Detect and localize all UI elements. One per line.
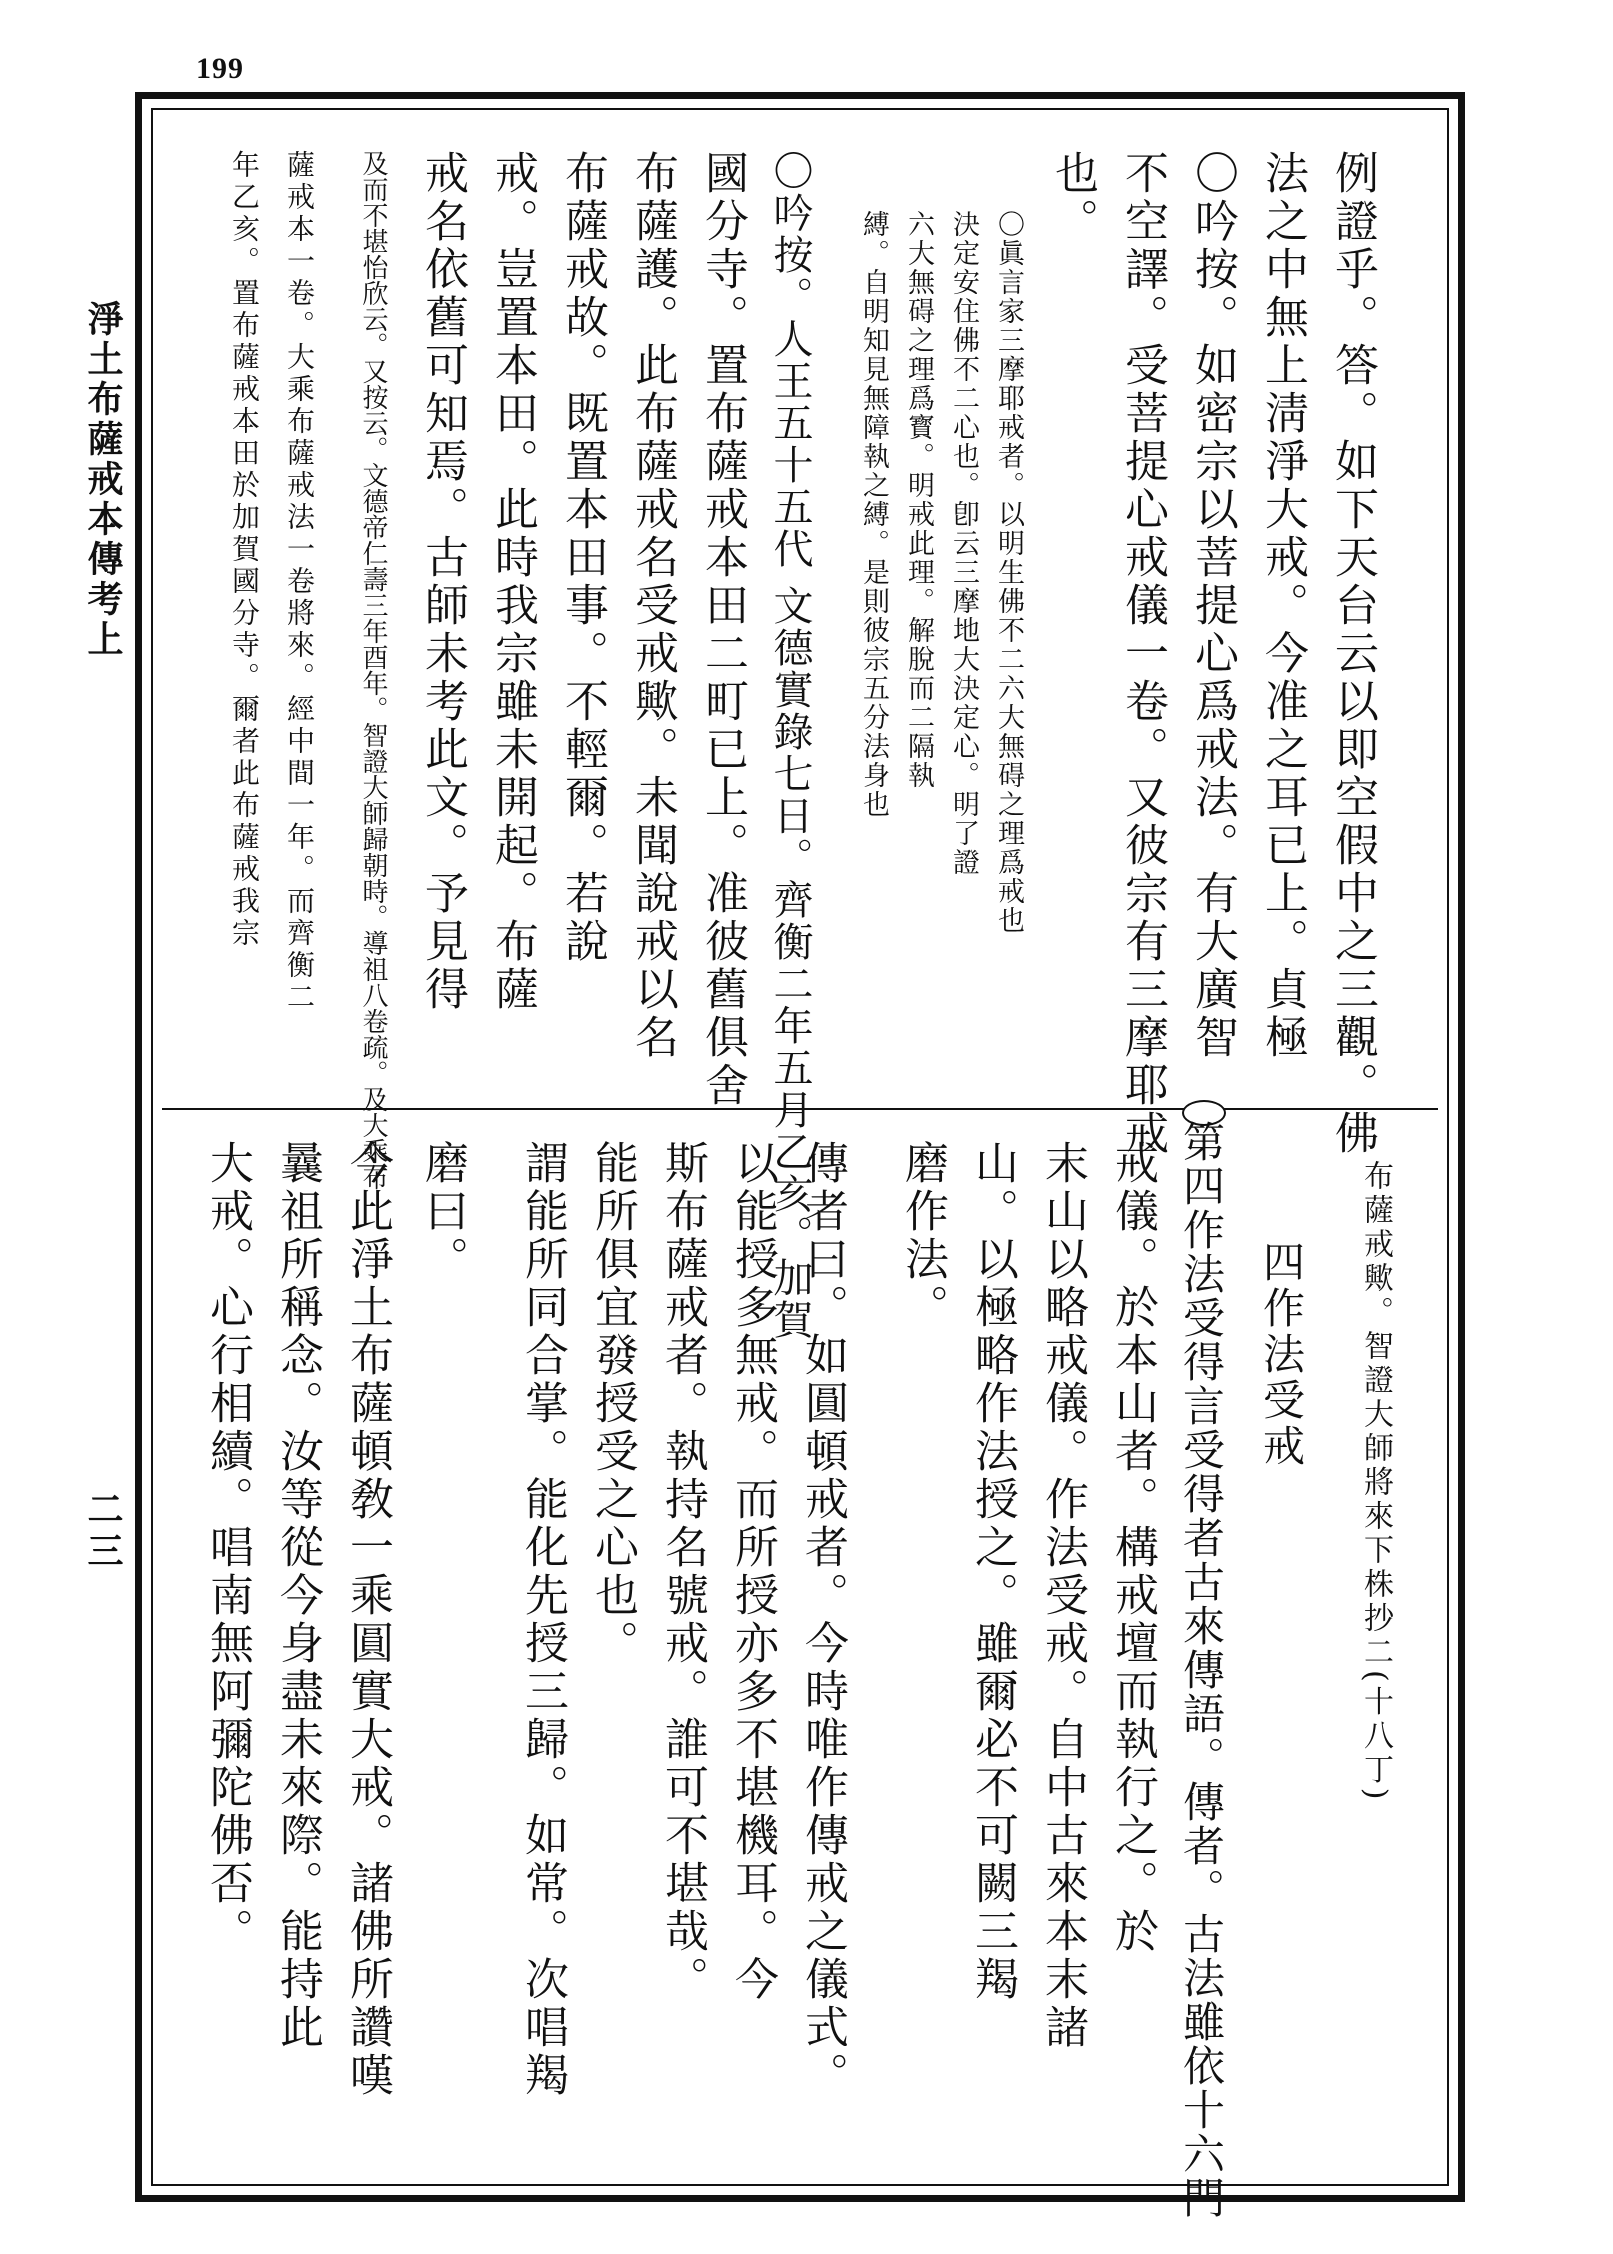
upper-column-9: 布薩戒故。既置本田事。不輕爾。若說 [557, 150, 608, 966]
upper-column-8: 布薩護。此布薩戒名受戒歟。未聞說戒以名 [627, 150, 678, 1062]
lower-column-13: 曩祖所稱念。汝等從今身盡未來際。能持此 [272, 1140, 323, 2052]
lower-column-2: 戒儀。於本山者。構戒壇而執行之。於 [1107, 1140, 1158, 1956]
lower-column-9: 能所俱宜發授受之心也。 [587, 1140, 638, 1668]
upper-note-1: 〇眞言家三摩耶戒者。以明生佛不二六大無碍之理爲戒也 [993, 210, 1024, 935]
lower-column-4: 山。以極略作法授之。雖爾必不可闕三羯 [967, 1140, 1018, 2004]
upper-column-1: 例證乎。答。如下天台云以即空假中之三觀。佛 [1327, 150, 1378, 1158]
upper-column-7: 國分寺。置布薩戒本田二町已上。准彼舊俱舍 [697, 150, 748, 1110]
lower-column-12: 今此淨土布薩頓敎一乘圓實大戒。諸佛所讚嘆 [342, 1140, 393, 2100]
lower-column-6: 傳者曰。如圓頓戒者。今時唯作傳戒之儀式。 [797, 1140, 848, 2100]
lower-column-8: 斯布薩戒者。執持名號戒。誰可不堪哉。 [657, 1140, 708, 2004]
upper-column-6: 〇吟按。人王五十五代 文德實錄七日。齊衡二年五月乙亥。加賀 [767, 150, 813, 1341]
lower-column-1: 第四作法受得言受得者古來傳語。傳者。古法雖依十六門 [1177, 1120, 1226, 2220]
lower-column-14: 大戒。心行相續。唱南無阿彌陀佛否。 [202, 1140, 253, 1956]
upper-column-13: 薩戒本一卷。大乘布薩戒法一卷將來。經中間一年。而齊衡二 [283, 150, 316, 1014]
upper-column-12: 及而不堪怡欣云。又按云。文德帝仁壽三年酉年。智證大師歸朝時。導祖八卷疏。及大乘布 [358, 150, 388, 1190]
upper-column-3: 〇吟按。如密宗以菩提心爲戒法。有大廣智 [1187, 150, 1238, 1062]
upper-column-2: 法之中無上淸淨大戒。今准之耳已上。貞極 [1257, 150, 1308, 1062]
upper-note-2: 決定安住佛不二心也。卽云三摩地大決定心。明了證 [948, 210, 979, 877]
lower-heading: 四作法受戒 [1257, 1240, 1306, 1470]
upper-column-14: 年乙亥。置布薩戒本田於加賀國分寺。爾者此布薩戒我宗 [228, 150, 261, 950]
upper-column-10: 戒。豈置本田。此時我宗雖未開起。布薩 [487, 150, 538, 1014]
lower-column-3: 末山以略戒儀。作法受戒。自中古來本末諸 [1037, 1140, 1088, 2052]
page-number: 199 [196, 52, 244, 85]
upper-column-5: 也。 [1047, 150, 1098, 246]
lower-column-7: 以能授多無戒。而所授亦多不堪機耳。今 [727, 1140, 778, 2004]
upper-note-4: 縛。自明知見無障執之縛。是則彼宗五分法身也 [858, 210, 889, 819]
upper-column-4: 不空譯。受菩提心戒儀一卷。又彼宗有三摩耶戒 [1117, 150, 1168, 1158]
upper-note-3: 六大無碍之理爲寳。明戒此理。解脫而二隔執 [903, 210, 934, 790]
lower-column-10: 謂能所同合掌。能化先授三歸。如常。次唱羯 [517, 1140, 568, 2100]
upper-column-11: 戒名依舊可知焉。古師未考此文。予見得 [417, 150, 468, 1014]
running-title: 淨土布薩戒本傳考上 [82, 300, 124, 660]
folio: 二三 [82, 1490, 124, 1574]
lower-source-note: 布薩戒歟。智證大師將來下株抄二(十八丁) [1358, 1160, 1393, 1804]
lower-column-5: 磨作法。 [897, 1140, 948, 1332]
lower-column-11: 磨曰。 [417, 1140, 468, 1284]
